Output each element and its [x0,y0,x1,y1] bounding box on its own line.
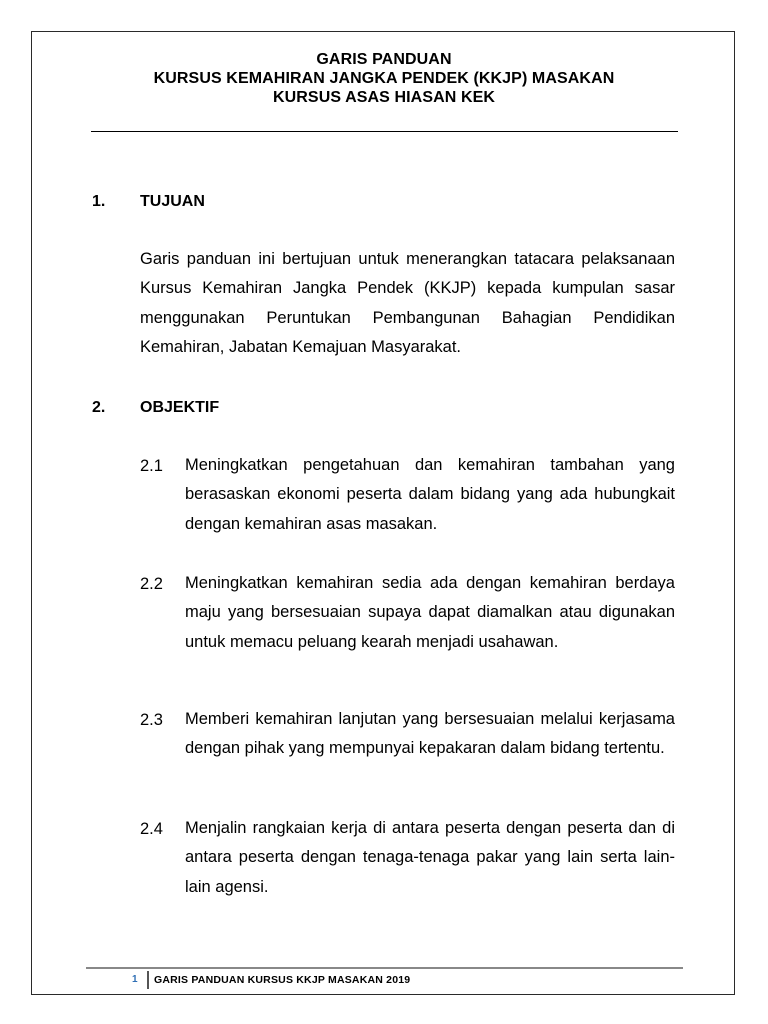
header-line-2: KURSUS KEMAHIRAN JANGKA PENDEK (KKJP) MASAKAN [153,70,615,87]
list-item-text: Meningkatkan kemahiran sedia ada dengan kemahiran berdaya maju yang bersesuaian supaya dapat diamalkan atau digunakan untuk memacu peluang kearah menjadi usahawan. [185,574,675,651]
list-item-text: Memberi kemahiran lanjutan yang bersesuaian melalui kerjasama dengan pihak yang mempunyai kepakaran dalam bidang tertentu. [185,710,675,758]
document-header [0,50,768,107]
footer-text: GARIS PANDUAN KURSUS KKJP MASAKAN 2019 [154,974,411,986]
list-item-number: 2.2 [140,575,163,593]
list-item-text: Menjalin rangkaian kerja di antara peserta dengan peserta dan di antara peserta dengan tenaga-tenaga pakar yang lain serta lain-lain agensi. [185,819,675,896]
section-title: OBJEKTIF [140,399,220,416]
title-divider [91,131,678,132]
page-number: 1 [132,974,138,985]
section-title: TUJUAN [140,193,205,210]
header-line-3: KURSUS ASAS HIASAN KEK [272,89,496,106]
footer-separator [147,971,149,989]
list-item-text: Meningkatkan pengetahuan dan kemahiran tambahan yang berasaskan ekonomi peserta dalam bidang yang ada hubungkait dengan kemahiran asas masakan. [185,456,675,533]
section-number: 1. [92,193,106,210]
list-item-number: 2.4 [140,820,163,838]
section-paragraph: Garis panduan ini bertujuan untuk menerangkan tatacara pelaksanaan Kursus Kemahiran Jangka Pendek (KKJP) kepada kumpulan sasar menggunakan Peruntukan Pembangunan Bahagian Pendidikan Kemahiran, Jabatan Kemajuan Masyarakat. [140,250,675,356]
header-line-1: GARIS PANDUAN [316,51,452,68]
list-item-number: 2.1 [140,457,163,475]
footer-divider [86,967,683,969]
list-item-number: 2.3 [140,711,163,729]
section-number: 2. [92,399,106,416]
